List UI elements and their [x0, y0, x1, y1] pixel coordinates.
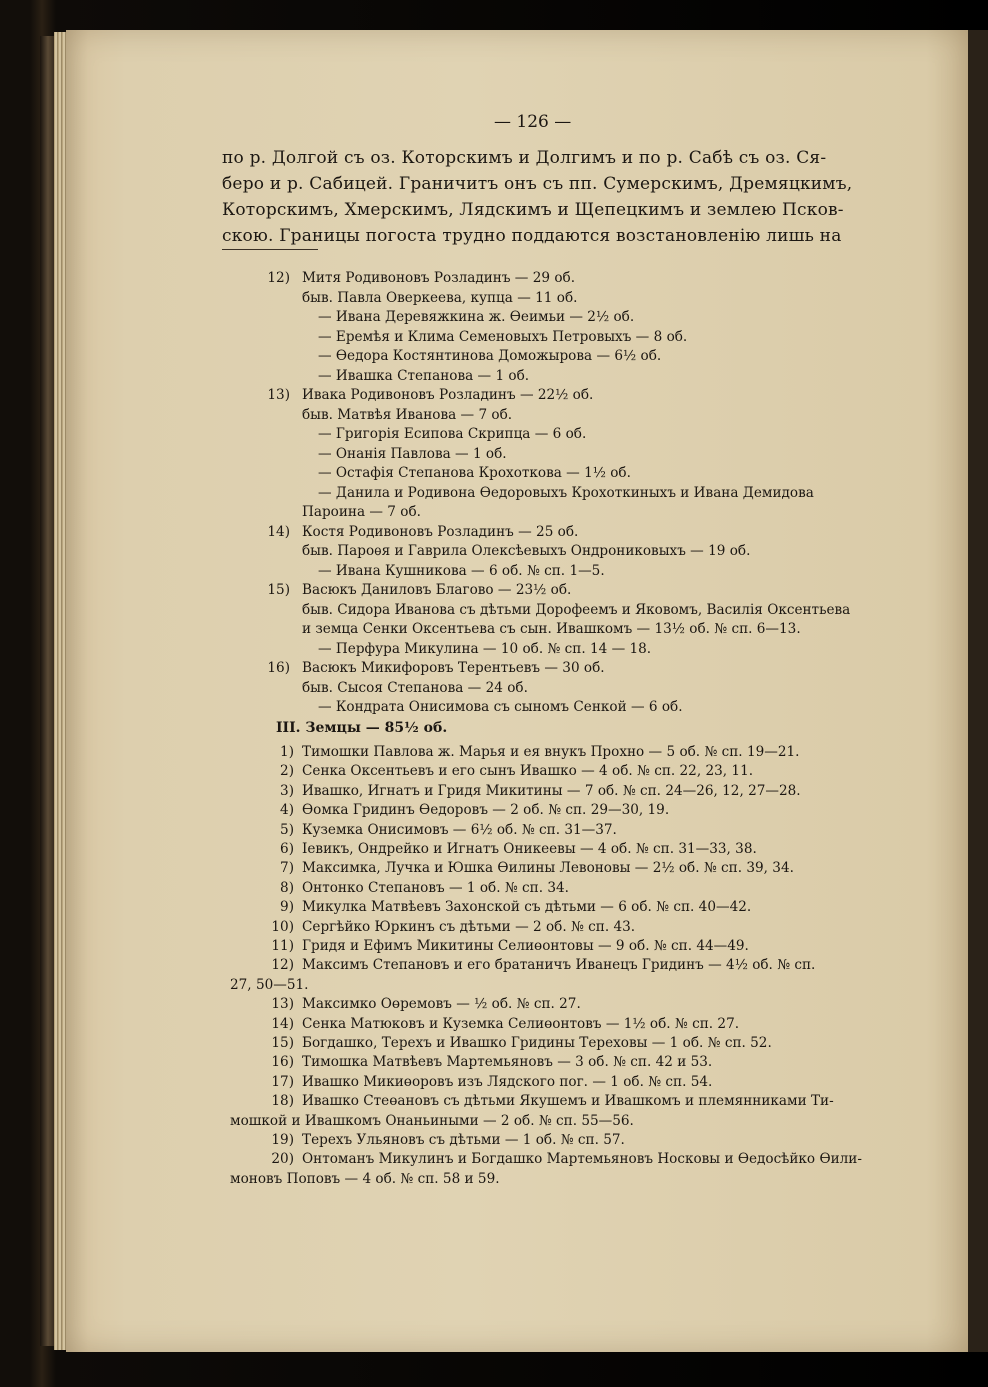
zemets-text: Тимошки Павлова ж. Марья и ея внукъ Прохно — 5 об. № сп. 19—21.	[302, 744, 800, 760]
zemets-text: моновъ Поповъ — 4 об. № сп. 58 и 59.	[230, 1170, 500, 1187]
entry-text: Васюкъ Микифоровъ Терентьевъ — 30 об.	[302, 660, 605, 676]
zemets-number: 12)	[271, 957, 294, 974]
zemets-number: 13)	[271, 996, 294, 1013]
zemets-number: 20)	[271, 1151, 294, 1168]
body-line-4: скою. Границы погоста трудно поддаются возстановленію лишь на	[222, 226, 842, 246]
body-line-1: по р. Долгой съ оз. Которскимъ и Долгимъ и по р. Сабѣ съ оз. Ся-	[222, 148, 827, 168]
zemets-number: 7)	[280, 860, 294, 877]
zemets-text: Максимъ Степановъ и его братаничъ Иванецъ Гридинъ — 4½ об. № сп.	[302, 957, 816, 974]
zemets-number: 11)	[271, 938, 294, 954]
zemets-text: Микулка Матвѣевъ Захонской съ дѣтьми — 6 об. № сп. 40—42.	[302, 899, 752, 916]
zemets-text: Терехъ Ульяновъ съ дѣтьми — 1 об. № сп. 57.	[302, 1132, 625, 1148]
zemets-text: мошкой и Ивашкомъ Онаньиными — 2 об. № сп. 55—56.	[230, 1112, 634, 1129]
entry-text: — Перфура Микулина — 10 об. № сп. 14 — 18.	[318, 640, 652, 657]
entry-text: — Данила и Родивона Өедоровыхъ Крохоткиныхъ и Ивана Демидова	[318, 484, 814, 501]
entry-number: 15)	[267, 582, 290, 598]
page-number: — 126 —	[494, 112, 572, 132]
entry-number: 14)	[267, 523, 290, 540]
zemets-number: 16)	[271, 1054, 294, 1071]
zemets-number: 9)	[280, 899, 294, 916]
body-line-3: Которскимъ, Хмерскимъ, Лядскимъ и Щепецкимъ и землею Псков-	[222, 200, 844, 220]
zemets-number: 8)	[280, 879, 294, 896]
entry-text: быв. Пароѳя и Гаврила Олексѣевыхъ Ондрониковыхъ — 19 об.	[302, 543, 751, 559]
entry-text: Ивака Родивоновъ Розладинъ — 22½ об.	[302, 387, 594, 403]
zemets-text: Сергѣйко Юркинъ съ дѣтьми — 2 об. № сп. 43.	[302, 918, 636, 935]
zemets-text: Куземка Онисимовъ — 6½ об. № сп. 31—37.	[302, 821, 617, 838]
zemets-number: 2)	[280, 763, 294, 780]
zemets-number: 14)	[271, 1015, 294, 1032]
zemets-number: 6)	[280, 841, 294, 857]
zemets-text: Ивашко Микиөоровъ изъ Лядского пог. — 1 об. № сп. 54.	[302, 1073, 713, 1090]
zemets-text: Тимошка Матвѣевъ Мартемьяновъ — 3 об. № сп. 42 и 53.	[302, 1054, 713, 1071]
zemets-number: 1)	[280, 744, 294, 760]
entry-text: Митя Родивоновъ Розладинъ — 29 об.	[302, 270, 576, 286]
zemets-number: 3)	[280, 782, 294, 799]
entry-text: быв. Павла Оверкеева, купца — 11 об.	[302, 289, 578, 306]
entry-text: быв. Матвѣя Иванова — 7 об.	[302, 406, 513, 423]
entry-text: — Ивана Деревяжкина ж. Өеимьи — 2½ об.	[318, 309, 635, 325]
zemets-text: Өомка Гридинъ Өедоровъ — 2 об. № сп. 29—30, 19.	[302, 802, 670, 819]
zemets-text: Богдашко, Терехъ и Ивашко Гридины Тереховы — 1 об. № сп. 52.	[302, 1035, 772, 1051]
entry-number: 16)	[267, 660, 290, 676]
entry-text: — Ивана Кушникова — 6 об. № сп. 1—5.	[318, 562, 605, 579]
entry-text: и земца Сенки Оксентьева съ сын. Ивашкомъ — 13½ об. № сп. 6—13.	[302, 621, 801, 637]
entry-text: — Өедора Костянтинова Доможырова — 6½ об.	[318, 348, 662, 364]
zemets-text: Онтоманъ Микулинъ и Богдашко Мартемьяновъ Носковы и Өедосѣйко Өили-	[302, 1151, 862, 1168]
zemets-text: Сенка Матюковъ и Куземка Селиөонтовъ — 1½ об. № сп. 27.	[302, 1015, 740, 1032]
zemets-number: 15)	[271, 1035, 294, 1051]
zemets-text: Ивашко Стеөановъ съ дѣтьми Якушемъ и Ивашкомъ и племянниками Ти-	[302, 1093, 834, 1110]
entry-text: Пароина — 7 об.	[302, 504, 421, 520]
zemets-text: Онтонко Степановъ — 1 об. № сп. 34.	[302, 879, 569, 896]
entry-text: Костя Родивоновъ Розладинъ — 25 об.	[302, 523, 579, 540]
zemets-text: Ивашко, Игнатъ и Гридя Микитины — 7 об. № сп. 24—26, 12, 27—28.	[302, 782, 801, 799]
right-margin-strip	[968, 30, 988, 1352]
section-heading: III. Земцы — 85½ об.	[276, 720, 448, 736]
zemets-number: 18)	[271, 1093, 294, 1110]
entry-text: — Ивашка Степанова — 1 об.	[318, 367, 530, 384]
zemets-text: Максимко Оөремовъ — ½ об. № сп. 27.	[302, 996, 581, 1013]
footnote-rule	[222, 249, 318, 250]
zemets-number: 5)	[280, 821, 294, 838]
entry-number: 13)	[267, 387, 290, 403]
zemets-number: 17)	[271, 1073, 294, 1090]
entry-text: — Григорія Есипова Скрипца — 6 об.	[318, 426, 587, 442]
entry-text: — Онанія Павлова — 1 об.	[318, 445, 507, 462]
zemets-text: Сенка Оксентьевъ и его сынъ Ивашко — 4 об. № сп. 22, 23, 11.	[302, 763, 754, 780]
entry-number: 12)	[267, 270, 290, 286]
entry-text: быв. Сидора Иванова съ дѣтьми Дорофеемъ и Яковомъ, Василія Оксентьева	[302, 601, 851, 618]
zemets-text: Іевикъ, Ондрейко и Игнатъ Оникеевы — 4 об. № сп. 31—33, 38.	[302, 841, 757, 857]
zemets-number: 19)	[271, 1132, 294, 1148]
entry-text: Васюкъ Даниловъ Благово — 23½ об.	[302, 582, 572, 598]
entry-text: — Остафія Степанова Крохоткова — 1½ об.	[318, 465, 631, 481]
body-line-2: беро и р. Сабицей. Граничитъ онъ съ пп. Сумерскимъ, Дремяцкимъ,	[222, 174, 853, 194]
zemets-text: Гридя и Ефимъ Микитины Селиөонтовы — 9 об. № сп. 44—49.	[302, 938, 749, 954]
zemets-number: 4)	[280, 802, 294, 819]
zemets-text: 27, 50—51.	[230, 976, 309, 993]
entry-text: — Еремѣя и Клима Семеновыхъ Петровыхъ — 8 об.	[318, 328, 688, 345]
entry-text: быв. Сысоя Степанова — 24 об.	[302, 679, 528, 696]
zemets-number: 10)	[271, 918, 294, 935]
entry-text: — Кондрата Онисимова съ сыномъ Сенкой — 6 об.	[318, 699, 683, 715]
zemets-text: Максимка, Лучка и Юшка Өилины Левоновы — 2½ об. № сп. 39, 34.	[302, 860, 794, 877]
